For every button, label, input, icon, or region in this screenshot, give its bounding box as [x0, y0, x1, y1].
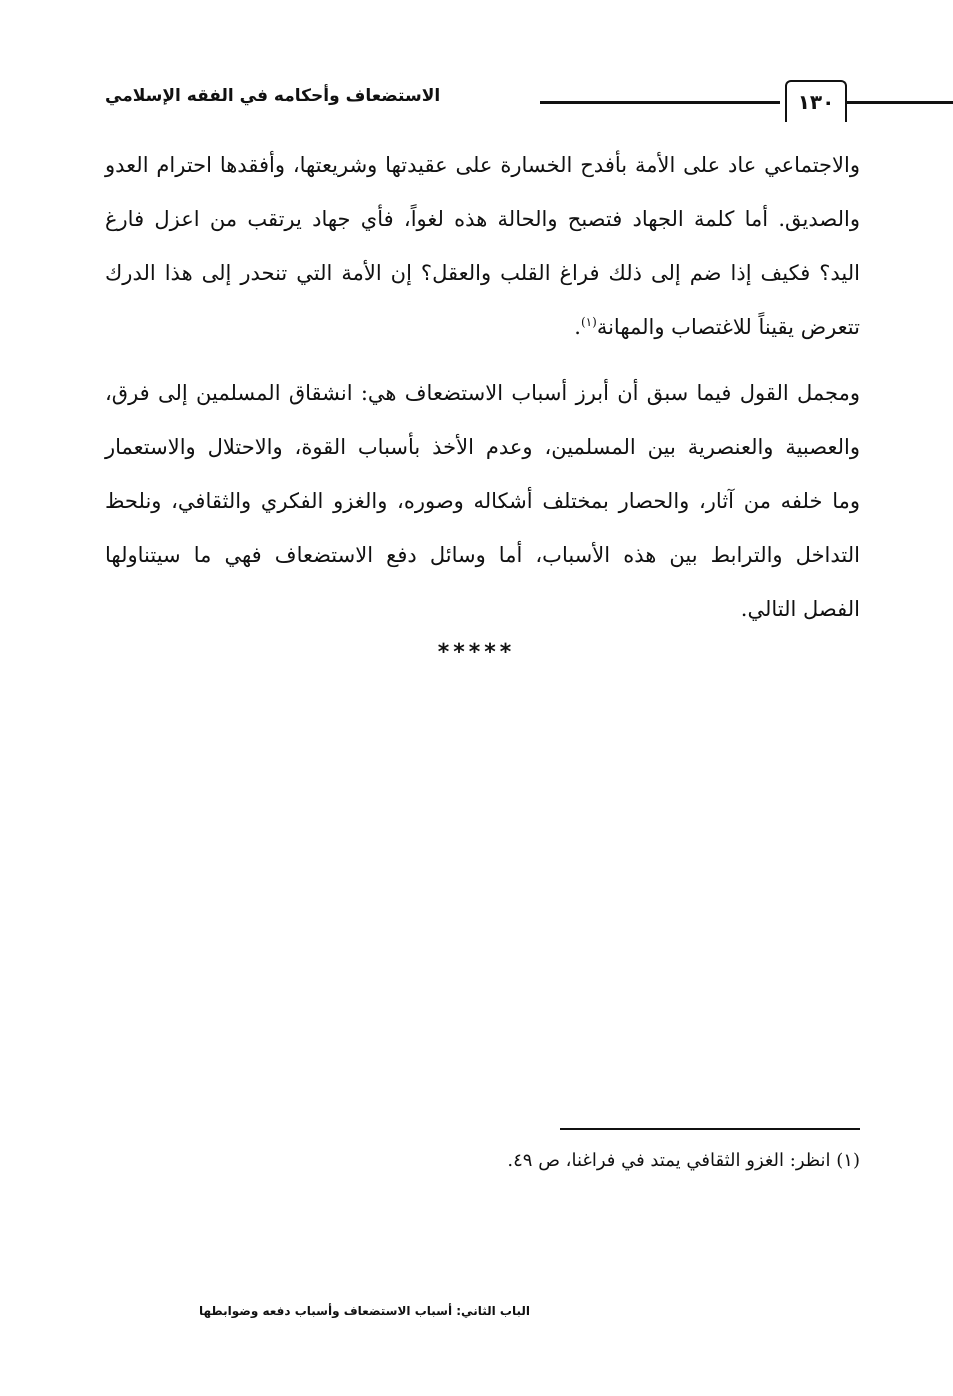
footnote-1: (١) انظر: الغزو الثقافي يمتد في فراغنا، ص ٤٩. [507, 1150, 860, 1171]
running-header [100, 80, 855, 126]
footnote-marker[interactable]: (١) [580, 315, 597, 329]
text-line: والعصبية والعنصرية بين المسلمين، وعدم الأخذ بأسباب القوة، والاحتلال والاستعمار [105, 435, 860, 459]
header-rule-left [540, 101, 780, 104]
text-line-content: تتعرض يقيناً للاغتصاب والمهانة [596, 315, 860, 339]
text-line: وما خلفه من آثار، والحصار بمختلف أشكاله وصوره، والغزو الفكري والثقافي، ونلحظ [105, 489, 860, 513]
text-line: والاجتماعي عاد على الأمة بأفدح الخسارة على عقيدتها وشريعتها، وأفقدها احترام العدو [105, 153, 860, 177]
text-line: والصديق. أما كلمة الجهاد فتصبح والحالة هذه لغواً، فأي جهاد يرتقب من اعزل فارغ [105, 207, 860, 231]
text-line [105, 300, 860, 354]
paragraph-2 [105, 366, 860, 636]
footnote-rule [560, 1128, 860, 1130]
text-line: ومجمل القول فيما سبق أن أبرز أسباب الاستضعاف هي: انشقاق المسلمين إلى فرق، [105, 381, 860, 405]
section-separator: ***** [437, 640, 516, 665]
end-punctuation: . [574, 315, 581, 339]
paragraph-gap [105, 354, 860, 366]
running-title: الاستضعاف وأحكامه في الفقه الإسلامي [105, 86, 441, 106]
text-line: التداخل والترابط بين هذه الأسباب، أما وسائل دفع الاستضعاف فهي ما سيتناولها [105, 543, 860, 567]
text-line: الفصل التالي. [740, 597, 860, 621]
running-footer: الباب الثاني: أسباب الاستضعاف وأسباب دفعه وضوابطها [198, 1304, 530, 1318]
paragraph-1 [105, 138, 860, 354]
body-text [105, 138, 860, 636]
text-line: اليد؟ فكيف إذا ضم إلى ذلك فراغ القلب والعقل؟ إن الأمة التي تنحدر إلى هذا الدرك [105, 261, 860, 285]
page-number: ١٣٠ [785, 80, 847, 122]
header-rule-right [847, 101, 953, 104]
